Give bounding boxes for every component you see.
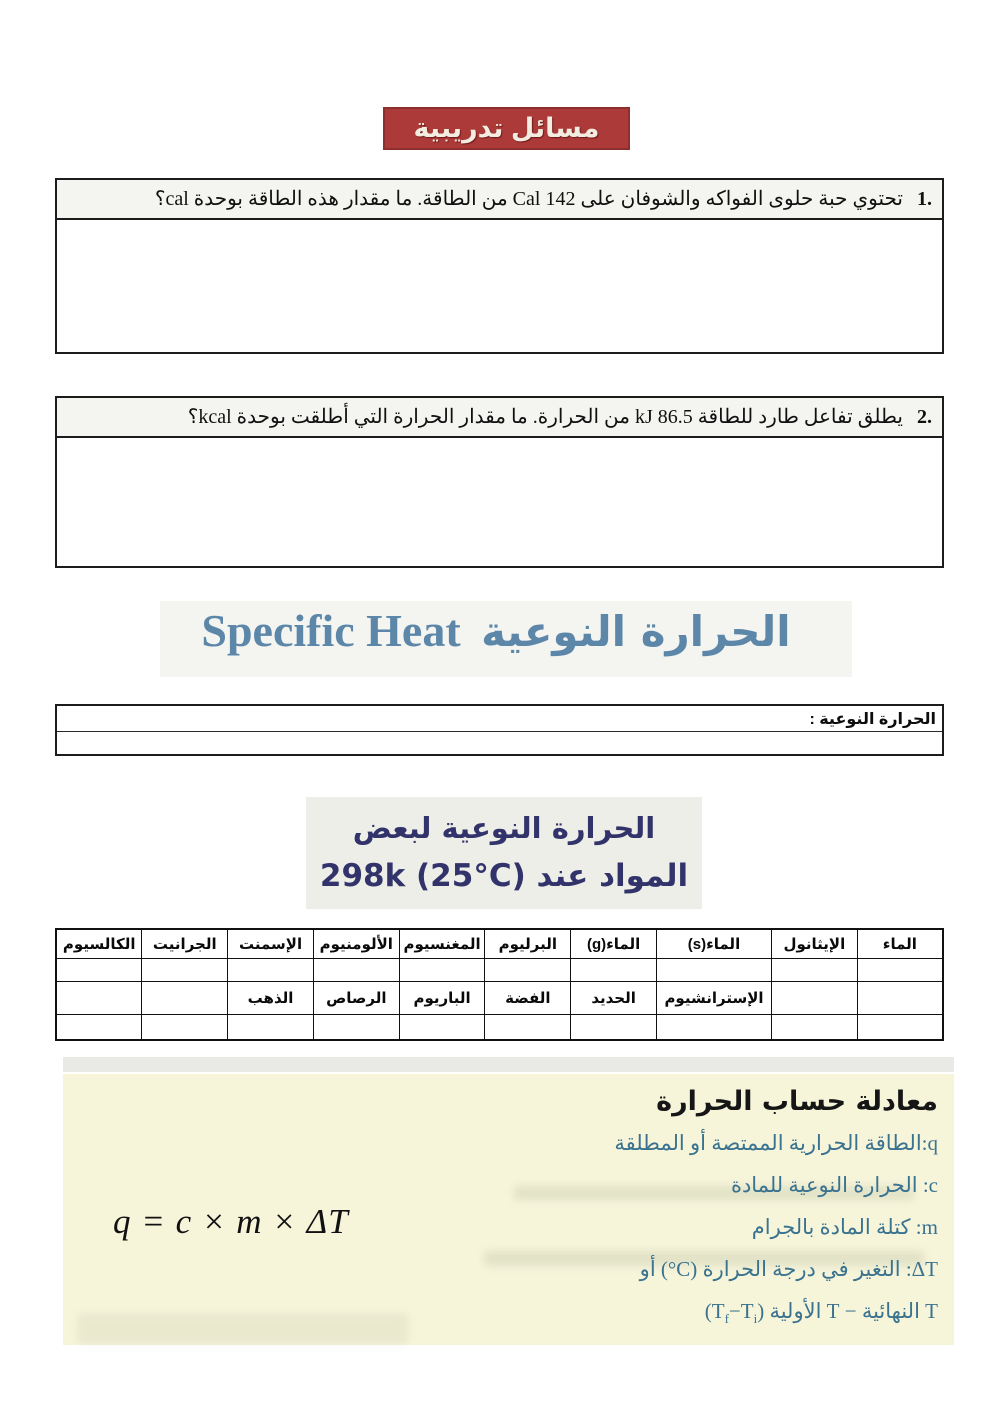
empty-cell xyxy=(399,959,485,982)
empty-cell xyxy=(571,959,657,982)
t-final-symbol: T xyxy=(711,1299,725,1323)
specific-heat-table-body xyxy=(56,929,943,1040)
empty-cell xyxy=(142,982,228,1015)
empty-cell xyxy=(771,982,857,1015)
empty-cell xyxy=(571,1015,657,1041)
empty-cell xyxy=(857,959,943,982)
question-1-text: تحتوي حبة حلوى الفواكه والشوفان على 142 Cal من الطاقة. ما مقدار هذه الطاقة بوحدة cal؟ xyxy=(154,188,903,210)
table-title xyxy=(306,797,702,909)
material-cell: الماء‎(s) xyxy=(656,929,771,959)
equation-line-dt: ΔT: التغير في درجة الحرارة ‎(°C)‎ أو xyxy=(639,1257,938,1281)
empty-cell xyxy=(56,1015,142,1041)
question-2-text: يطلق تفاعل طارد للطاقة 86.5 kJ من الحرارة. ما مقدار الحرارة التي أطلقت بوحدة kcal؟ xyxy=(187,406,903,428)
material-cell: الإسمنت xyxy=(228,929,314,959)
scan-artifact-strip xyxy=(63,1057,954,1072)
material-cell: الماء‎(g) xyxy=(571,929,657,959)
empty-cell xyxy=(313,959,399,982)
t-final-subscript: f xyxy=(724,1311,729,1327)
equation-box xyxy=(63,1074,954,1345)
definition-label: الحرارة النوعية : xyxy=(809,710,936,728)
material-cell: الحديد xyxy=(571,982,657,1015)
table-row xyxy=(56,1015,943,1041)
empty-cell xyxy=(771,959,857,982)
question-1-number: 1. xyxy=(917,188,932,210)
empty-cell xyxy=(656,1015,771,1041)
equation-line-c: c: الحرارة النوعية للمادة xyxy=(730,1173,938,1197)
equation-line-t-text: T النهائية − T الأولية xyxy=(769,1299,938,1323)
t-initial-subscript: i xyxy=(753,1311,758,1327)
question-2-line xyxy=(57,398,942,438)
material-cell: الماء xyxy=(857,929,943,959)
table-row xyxy=(56,959,943,982)
empty-cell xyxy=(142,1015,228,1041)
empty-cell xyxy=(399,1015,485,1041)
empty-cell xyxy=(656,959,771,982)
material-cell: الرصاص xyxy=(313,982,399,1015)
paren-close: ) xyxy=(757,1299,765,1323)
equation-line-t-formula xyxy=(704,1299,765,1327)
empty-cell xyxy=(142,959,228,982)
equation-title: معادلة حساب الحرارة xyxy=(656,1086,938,1117)
equation-line-t xyxy=(63,1290,954,1340)
question-2-number: 2. xyxy=(917,406,932,428)
material-cell: المغنسيوم xyxy=(399,929,485,959)
equation-line-q: q:الطاقة الحرارية الممتصة أو المطلقة xyxy=(614,1131,938,1155)
equation-line-m: m: كتلة المادة بالجرام xyxy=(751,1215,938,1239)
section-title-arabic: الحرارة النوعية xyxy=(481,607,791,656)
section-title xyxy=(0,604,992,657)
material-cell: الكالسيوم xyxy=(56,929,142,959)
minus-sign: − xyxy=(728,1299,741,1323)
paren-open: ( xyxy=(704,1299,712,1323)
empty-cell xyxy=(228,1015,314,1041)
question-1-answer-area xyxy=(57,220,942,392)
material-cell: الإسترانشيوم xyxy=(656,982,771,1015)
table-title-line1: الحرارة النوعية لبعض xyxy=(352,811,656,845)
material-cell: الذهب xyxy=(228,982,314,1015)
question-1-line xyxy=(57,180,942,220)
banner-label: مسائل تدريبية xyxy=(413,113,600,143)
specific-heat-table xyxy=(55,928,944,1041)
question-2-box xyxy=(55,396,944,568)
empty-cell xyxy=(485,959,571,982)
empty-cell xyxy=(56,959,142,982)
heat-formula: q = c × m × ΔT xyxy=(113,1202,349,1241)
empty-cell xyxy=(228,959,314,982)
table-row xyxy=(56,982,943,1015)
section-banner xyxy=(383,107,630,150)
empty-cell xyxy=(771,1015,857,1041)
section-title-english: Specific Heat xyxy=(201,605,461,656)
material-cell: الإيثانول xyxy=(771,929,857,959)
table-row xyxy=(56,929,943,959)
empty-cell xyxy=(485,1015,571,1041)
empty-cell xyxy=(857,1015,943,1041)
question-2-answer-area xyxy=(57,438,942,606)
definition-answer-row xyxy=(57,732,942,755)
question-1-box xyxy=(55,178,944,354)
t-initial-symbol: T xyxy=(740,1299,754,1323)
table-title-line2: المواد عند 298k (25°C) xyxy=(319,858,689,894)
empty-cell xyxy=(313,1015,399,1041)
material-cell: الفضة xyxy=(485,982,571,1015)
empty-cell xyxy=(56,982,142,1015)
material-cell: الباريوم xyxy=(399,982,485,1015)
material-cell: الجرانيت xyxy=(142,929,228,959)
empty-cell xyxy=(857,982,943,1015)
definition-box xyxy=(55,704,944,756)
material-cell: البرليوم xyxy=(485,929,571,959)
definition-label-row xyxy=(57,706,942,732)
material-cell: الألومنيوم xyxy=(313,929,399,959)
